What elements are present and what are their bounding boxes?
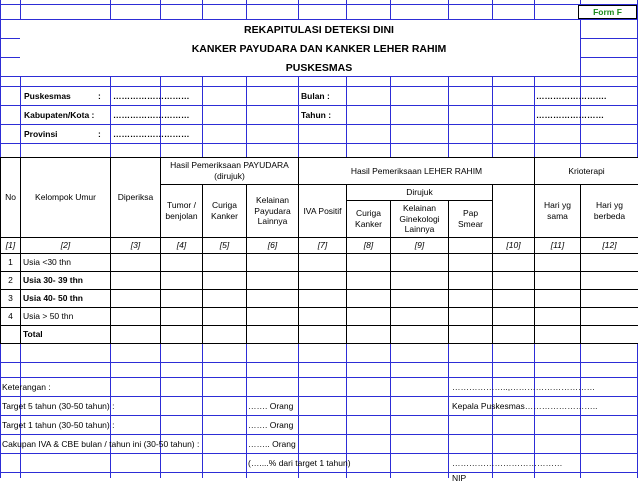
puskesmas-label: Puskesmas <box>24 92 71 102</box>
header-diperiksa: Diperiksa <box>111 158 161 238</box>
footer-target5-label: Target 5 tahun (30-50 tahun) : <box>2 402 114 412</box>
header-curiga-kanker: Curiga Kanker <box>203 185 247 238</box>
provinsi-colon: : <box>98 130 101 140</box>
form-label: Form F <box>578 5 637 19</box>
col-number: [9] <box>391 238 449 254</box>
row-label: Usia 40- 50 thn <box>21 290 111 308</box>
bulan-label: Bulan : <box>301 92 330 102</box>
puskesmas-value[interactable]: ……………………… <box>113 92 190 102</box>
title-line-3: PUSKESMAS <box>0 62 638 74</box>
row-no: 3 <box>1 290 21 308</box>
row-no <box>1 326 21 344</box>
header-curiga-kanker-2: Curiga Kanker <box>347 201 391 238</box>
footer-nip: NIP <box>452 474 466 484</box>
col-number-empty <box>449 238 493 254</box>
col-number: [7] <box>299 238 347 254</box>
footer-cakupan-label: Cakupan IVA & CBE bulan / tahun ini (30-50 tahun) : <box>2 440 199 450</box>
footer-date-line[interactable]: ………………..,………………………… <box>452 383 595 393</box>
provinsi-label: Provinsi <box>24 130 58 140</box>
table-row <box>1 272 638 290</box>
header-tumor: Tumor / benjolan <box>161 185 203 238</box>
header-kelainan-ginekologi: Kelainan Ginekologi Lainnya <box>391 201 449 238</box>
header-kelainan-payudara: Kelainan Payudara Lainnya <box>247 185 299 238</box>
col-number: [10] <box>493 238 535 254</box>
header-dirujuk: Dirujuk <box>347 185 493 201</box>
title-line-1: REKAPITULASI DETEKSI DINI <box>0 24 638 36</box>
row-label: Usia 30- 39 thn <box>21 272 111 290</box>
kabupaten-label: Kabupaten/Kota : <box>24 111 94 121</box>
footer-persen: (…....% dari target 1 tahun) <box>248 459 351 469</box>
row-no: 1 <box>1 254 21 272</box>
col-number: [1] <box>1 238 21 254</box>
table-row-total <box>1 326 638 344</box>
row-label-total: Total <box>21 326 111 344</box>
footer-target1-label: Target 1 tahun (30-50 tahun) : <box>2 421 114 431</box>
header-leher-rahim-group: Hasil Pemeriksaan LEHER RAHIM <box>299 158 535 185</box>
col-number: [12] <box>581 238 638 254</box>
tahun-label: Tahun : <box>301 111 331 121</box>
header-hari-berbeda: Hari yg berbeda <box>581 185 638 238</box>
header-hari-sama: Hari yg sama <box>535 185 581 238</box>
tahun-value[interactable]: …………………… <box>536 111 604 121</box>
col-number: [4] <box>161 238 203 254</box>
header-iva-positif: IVA Positif <box>299 185 347 238</box>
col-number: [6] <box>247 238 299 254</box>
footer-sign-line[interactable]: ………………………………… <box>452 459 563 469</box>
column-number-row <box>1 238 638 254</box>
header-no: No <box>1 158 21 238</box>
bulan-value[interactable]: ……………………. <box>536 92 606 102</box>
kabupaten-value[interactable]: ……………………… <box>113 111 190 121</box>
provinsi-value[interactable]: ……………………… <box>113 130 190 140</box>
header-krioterapi-group: Krioterapi <box>535 158 638 185</box>
header-payudara-group: Hasil Pemeriksaan PAYUDARA (dirujuk) <box>161 158 299 185</box>
table-row <box>1 308 638 326</box>
footer-target1-value[interactable]: ……. Orang <box>248 421 293 431</box>
footer-target5-value[interactable]: ……. Orang <box>248 402 293 412</box>
footer-keterangan: Keterangan : <box>2 383 51 393</box>
row-no: 4 <box>1 308 21 326</box>
col-number: [3] <box>111 238 161 254</box>
row-label: Usia <30 thn <box>21 254 111 272</box>
puskesmas-colon: : <box>98 92 101 102</box>
row-no: 2 <box>1 272 21 290</box>
header-empty <box>493 185 535 238</box>
header-kelompok-umur: Kelompok Umur <box>21 158 111 238</box>
col-number: [5] <box>203 238 247 254</box>
rekap-table <box>0 157 638 344</box>
table-row <box>1 254 638 272</box>
footer-kepala: Kepala Puskesmas…………………….. <box>452 402 597 412</box>
header-pap-smear: Pap Smear <box>449 201 493 238</box>
col-number: [2] <box>21 238 111 254</box>
footer-cakupan-value[interactable]: …….. Orang <box>248 440 296 450</box>
col-number: [11] <box>535 238 581 254</box>
title-line-2: KANKER PAYUDARA DAN KANKER LEHER RAHIM <box>0 43 638 55</box>
col-number: [8] <box>347 238 391 254</box>
row-label: Usia > 50 thn <box>21 308 111 326</box>
table-row <box>1 290 638 308</box>
